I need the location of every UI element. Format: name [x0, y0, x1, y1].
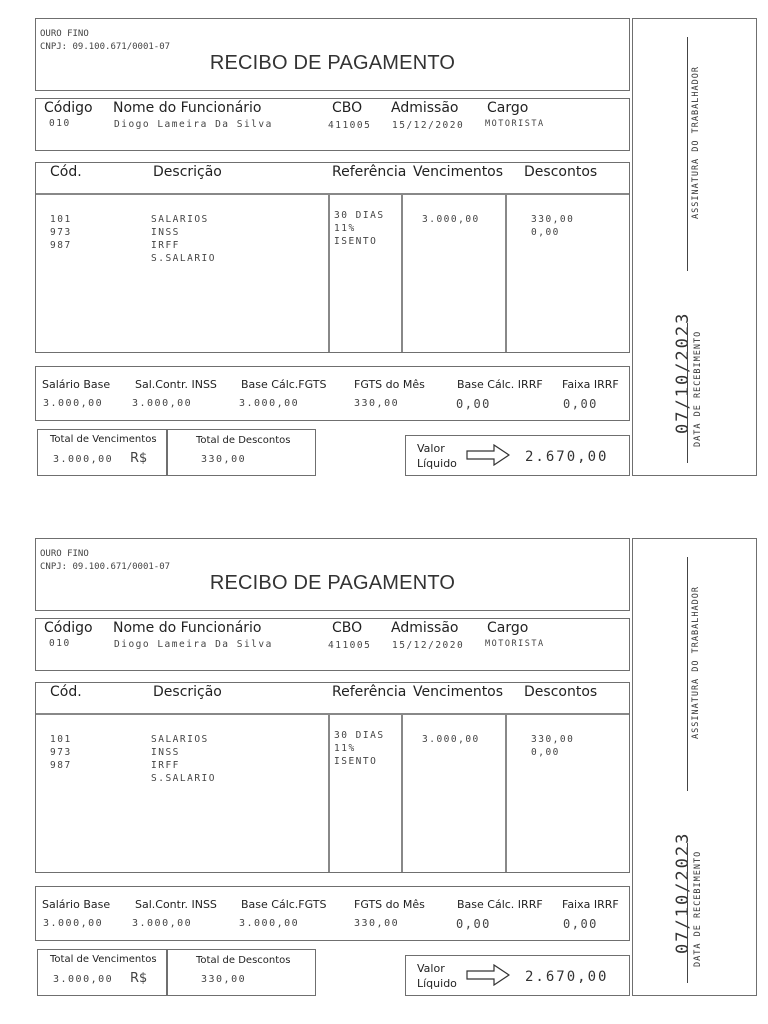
codigo-label: Código: [44, 620, 93, 636]
codigo-label: Código: [44, 100, 93, 116]
company-cnpj: CNPJ: 09.100.671/0001-07: [40, 562, 171, 572]
col-header-referencia: Referência: [332, 164, 407, 180]
base-label: Salário Base: [42, 898, 111, 911]
total-earnings-value: 3.000,00: [53, 974, 114, 985]
base-label: Base Cálc.FGTS: [241, 898, 327, 911]
items-descriptions: SALARIOS INSS IRFF S.SALARIO: [151, 214, 216, 264]
employee-admission-date: 15/12/2020: [392, 120, 465, 131]
col-header-descricao: Descrição: [153, 164, 222, 180]
items-deductions: 330,00 0,00: [531, 214, 575, 238]
employee-name: Diogo Lameira Da Silva: [114, 119, 273, 130]
receipt-date-label: DATA DE RECEBIMENTO: [693, 850, 703, 967]
base-value: 3.000,00: [132, 918, 193, 929]
employee-role: MOTORISTA: [485, 639, 545, 649]
items-deductions: 330,00 0,00: [531, 734, 575, 758]
date-line: [687, 843, 688, 983]
column-divider: [505, 194, 507, 352]
net-value-label: Valor Líquido: [417, 962, 457, 990]
total-earnings-box: [37, 429, 167, 476]
col-header-cod: Cód.: [50, 684, 82, 700]
arrow-right-icon: [466, 444, 510, 466]
items-references: 30 DIAS 11% ISENTO: [334, 210, 385, 247]
base-value: 330,00: [354, 398, 400, 409]
base-label: Sal.Contr. INSS: [135, 898, 217, 911]
column-divider: [328, 194, 330, 352]
base-value: 3.000,00: [43, 398, 104, 409]
total-earnings-label: Total de Vencimentos: [50, 954, 157, 965]
signature-label: ASSINATURA DO TRABALHADOR: [691, 66, 701, 219]
col-header-descricao: Descrição: [153, 684, 222, 700]
col-header-vencimentos: Vencimentos: [413, 684, 504, 700]
total-deductions-label: Total de Descontos: [196, 955, 291, 966]
base-value: 3.000,00: [132, 398, 193, 409]
base-value: 0,00: [563, 917, 598, 931]
base-label: Faixa IRRF: [562, 898, 619, 911]
col-header-cod: Cód.: [50, 164, 82, 180]
signature-column: [632, 18, 757, 476]
employee-cbo: 411005: [328, 120, 372, 131]
receipt-date-label: DATA DE RECEBIMENTO: [693, 330, 703, 447]
base-value: 330,00: [354, 918, 400, 929]
header-divider: [36, 193, 629, 195]
total-deductions-value: 330,00: [201, 454, 247, 465]
items-references: 30 DIAS 11% ISENTO: [334, 730, 385, 767]
signature-line: [687, 37, 688, 271]
net-value-box: [405, 955, 630, 996]
column-divider: [505, 714, 507, 872]
base-value: 0,00: [563, 397, 598, 411]
base-value: 0,00: [456, 397, 491, 411]
admissao-label: Admissão: [391, 620, 459, 636]
payment-receipt: [0, 0, 768, 480]
cbo-label: CBO: [332, 100, 363, 116]
column-divider: [401, 714, 403, 872]
company-name: OURO FINO: [40, 549, 89, 559]
total-deductions-label: Total de Descontos: [196, 435, 291, 446]
receipt-title: RECIBO DE PAGAMENTO: [209, 52, 456, 74]
total-earnings-value: 3.000,00: [53, 454, 114, 465]
arrow-right-icon: [466, 964, 510, 986]
base-label: Salário Base: [42, 378, 111, 391]
cbo-label: CBO: [332, 620, 363, 636]
employee-section: [35, 618, 630, 671]
receipt-date: 07/10/2023: [673, 831, 693, 954]
base-value: 3.000,00: [43, 918, 104, 929]
date-line: [687, 323, 688, 463]
employee-cbo: 411005: [328, 640, 372, 651]
company-info: [40, 548, 170, 574]
nome-label: Nome do Funcionário: [113, 620, 262, 636]
column-divider: [401, 194, 403, 352]
employee-section: [35, 98, 630, 151]
base-label: FGTS do Mês: [354, 898, 425, 911]
admissao-label: Admissão: [391, 100, 459, 116]
base-value: 3.000,00: [239, 398, 300, 409]
col-header-vencimentos: Vencimentos: [413, 164, 504, 180]
company-info: [40, 28, 170, 54]
base-label: Faixa IRRF: [562, 378, 619, 391]
items-earnings: 3.000,00: [422, 214, 480, 225]
column-divider: [328, 714, 330, 872]
bases-section: [35, 886, 630, 941]
base-label: Base Cálc. IRRF: [457, 378, 543, 391]
col-header-referencia: Referência: [332, 684, 407, 700]
base-label: Base Cálc. IRRF: [457, 898, 543, 911]
signature-column: [632, 538, 757, 996]
signature-line: [687, 557, 688, 791]
total-deductions-box: [167, 949, 316, 996]
items-table: [35, 162, 630, 353]
nome-label: Nome do Funcionário: [113, 100, 262, 116]
employee-code: 010: [49, 118, 71, 129]
items-codes: 101 973 987: [50, 734, 72, 771]
items-table: [35, 682, 630, 873]
signature-label: ASSINATURA DO TRABALHADOR: [691, 586, 701, 739]
payment-receipt: [0, 520, 768, 1000]
employee-code: 010: [49, 638, 71, 649]
currency-symbol: R$: [130, 971, 148, 986]
net-value-box: [405, 435, 630, 476]
total-earnings-label: Total de Vencimentos: [50, 434, 157, 445]
employee-admission-date: 15/12/2020: [392, 640, 465, 651]
currency-symbol: R$: [130, 451, 148, 466]
items-earnings: 3.000,00: [422, 734, 480, 745]
receipt-header: [35, 18, 630, 91]
employee-name: Diogo Lameira Da Silva: [114, 639, 273, 650]
col-header-descontos: Descontos: [524, 684, 598, 700]
col-header-descontos: Descontos: [524, 164, 598, 180]
bases-section: [35, 366, 630, 421]
company-cnpj: CNPJ: 09.100.671/0001-07: [40, 42, 171, 52]
employee-role: MOTORISTA: [485, 119, 545, 129]
items-descriptions: SALARIOS INSS IRFF S.SALARIO: [151, 734, 216, 784]
net-value: 2.670,00: [525, 969, 609, 985]
receipt-header: [35, 538, 630, 611]
base-value: 3.000,00: [239, 918, 300, 929]
base-value: 0,00: [456, 917, 491, 931]
base-label: Sal.Contr. INSS: [135, 378, 217, 391]
base-label: FGTS do Mês: [354, 378, 425, 391]
net-value: 2.670,00: [525, 449, 609, 465]
net-value-label: Valor Líquido: [417, 442, 457, 470]
total-earnings-box: [37, 949, 167, 996]
header-divider: [36, 713, 629, 715]
cargo-label: Cargo: [487, 100, 529, 116]
receipt-title: RECIBO DE PAGAMENTO: [209, 572, 456, 594]
company-name: OURO FINO: [40, 29, 89, 39]
base-label: Base Cálc.FGTS: [241, 378, 327, 391]
total-deductions-value: 330,00: [201, 974, 247, 985]
cargo-label: Cargo: [487, 620, 529, 636]
items-codes: 101 973 987: [50, 214, 72, 251]
receipt-date: 07/10/2023: [673, 311, 693, 434]
total-deductions-box: [167, 429, 316, 476]
